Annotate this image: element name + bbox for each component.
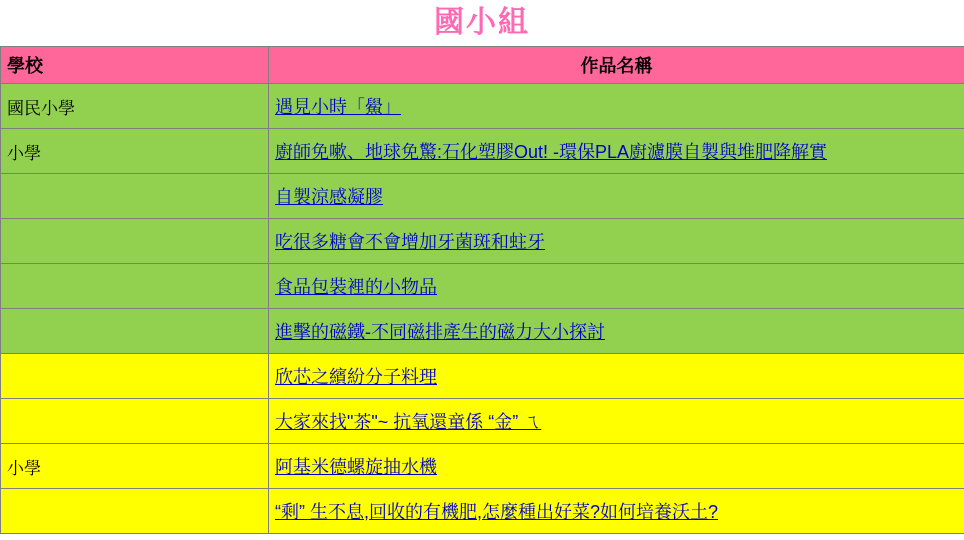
cell-school: 小學	[1, 444, 269, 489]
cell-school: 小學	[1, 129, 269, 174]
column-header-school: 學校	[1, 47, 269, 84]
cell-work	[269, 444, 964, 489]
cell-work	[269, 84, 964, 129]
cell-work	[269, 354, 964, 399]
cell-work	[269, 399, 964, 444]
table-row	[1, 444, 964, 489]
cell-work	[269, 174, 964, 219]
work-link[interactable]: 自製涼感凝膠	[275, 187, 383, 207]
cell-work	[269, 219, 964, 264]
cell-school	[1, 309, 269, 354]
table-row	[1, 309, 964, 354]
table-row	[1, 219, 964, 264]
cell-work	[269, 264, 964, 309]
cell-school	[1, 489, 269, 534]
column-header-work: 作品名稱	[269, 47, 964, 84]
table-row	[1, 264, 964, 309]
work-link[interactable]: “剩” 生不息,回收的有機肥,怎麼種出好菜?如何培養沃土?	[275, 502, 719, 522]
page-title: 國小組	[434, 6, 530, 39]
cell-school	[1, 399, 269, 444]
work-link[interactable]: 食品包裝裡的小物品	[275, 277, 437, 297]
cell-school	[1, 219, 269, 264]
work-link[interactable]: 吃很多糖會不會增加牙菌斑和蛀牙	[275, 232, 545, 252]
table-row	[1, 174, 964, 219]
cell-work	[269, 489, 964, 534]
table-header-row	[1, 47, 964, 84]
cell-work	[269, 309, 964, 354]
work-link[interactable]: 進擊的磁鐵-不同磁排產生的磁力大小探討	[275, 322, 605, 342]
table-row	[1, 129, 964, 174]
table-row	[1, 354, 964, 399]
table-row	[1, 84, 964, 129]
table-body	[1, 84, 964, 534]
cell-school	[1, 354, 269, 399]
work-link[interactable]: 廚師免嗽、地球免驚:石化塑膠Out! -環保PLA廚濾膜自製與堆肥降解實	[275, 142, 828, 162]
work-link[interactable]: 阿基米德螺旋抽水機	[275, 457, 437, 477]
cell-work	[269, 129, 964, 174]
work-link[interactable]: 欣芯之繽紛分子料理	[275, 367, 437, 387]
table-row	[1, 489, 964, 534]
cell-school	[1, 264, 269, 309]
works-table	[0, 46, 964, 534]
cell-school	[1, 174, 269, 219]
table-row	[1, 399, 964, 444]
cell-school: 國民小學	[1, 84, 269, 129]
work-link[interactable]: 遇見小時「鱟」	[275, 97, 401, 117]
work-link[interactable]: 大家來找"茶"~ 抗氧還童係 “金” ㄟ	[275, 412, 542, 432]
